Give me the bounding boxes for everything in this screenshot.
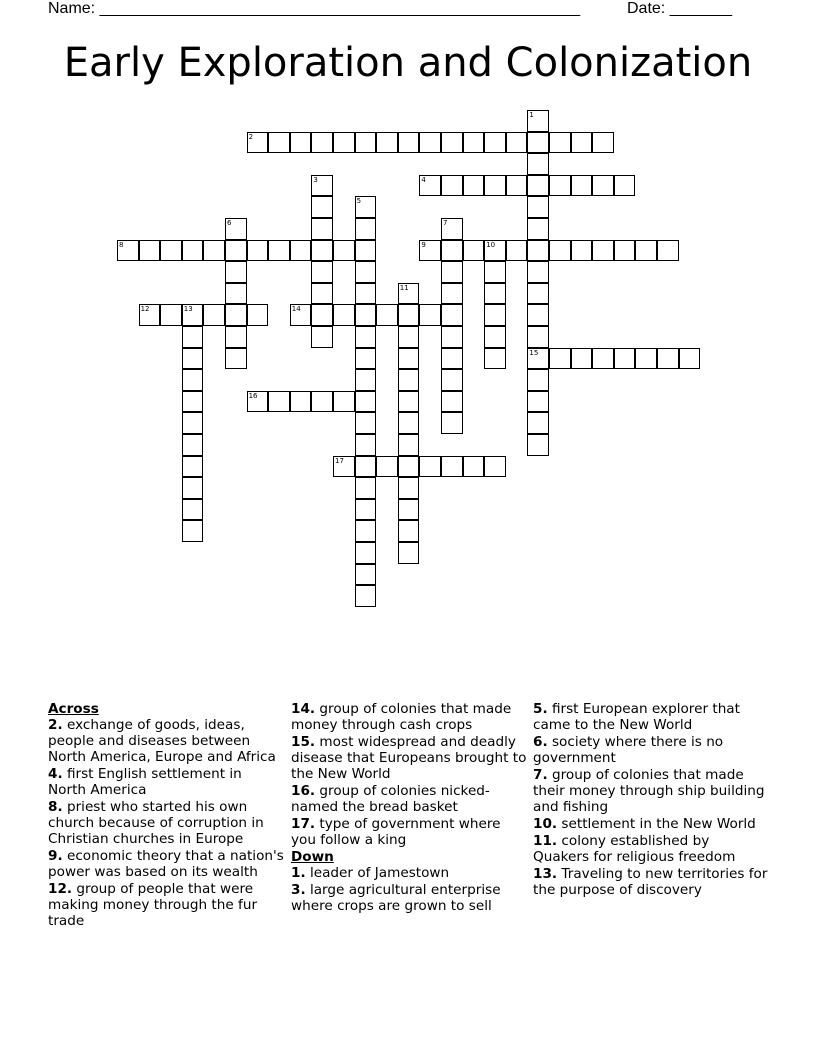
crossword-cell[interactable] xyxy=(182,240,204,262)
crossword-cell[interactable] xyxy=(679,348,701,370)
crossword-cell[interactable] xyxy=(571,348,593,370)
crossword-cell[interactable] xyxy=(355,348,377,370)
crossword-cell[interactable] xyxy=(484,283,506,305)
crossword-cell[interactable] xyxy=(657,348,679,370)
crossword-cell[interactable] xyxy=(419,132,441,154)
crossword-cell[interactable] xyxy=(592,240,614,262)
crossword-cell[interactable] xyxy=(419,304,441,326)
crossword-cell[interactable] xyxy=(635,240,657,262)
crossword-cell[interactable] xyxy=(527,218,549,240)
crossword-cell[interactable] xyxy=(333,456,355,478)
crossword-cell[interactable] xyxy=(182,391,204,413)
name-line: Name: ______________________________________________________ xyxy=(48,0,581,17)
clue-number: 16 xyxy=(248,391,258,400)
crossword-cell[interactable] xyxy=(203,304,225,326)
crossword-cell[interactable] xyxy=(290,132,312,154)
crossword-cell[interactable] xyxy=(311,196,333,218)
crossword-cell[interactable] xyxy=(333,132,355,154)
crossword-cell[interactable] xyxy=(419,456,441,478)
crossword-cell[interactable] xyxy=(311,132,333,154)
crossword-cell[interactable] xyxy=(614,240,636,262)
crossword-cell[interactable] xyxy=(398,520,420,542)
crossword-cell[interactable] xyxy=(139,304,161,326)
crossword-cell[interactable] xyxy=(398,326,420,348)
crossword-cell[interactable] xyxy=(463,456,485,478)
crossword-cell[interactable] xyxy=(398,434,420,456)
crossword-cell[interactable] xyxy=(247,240,269,262)
clue-across-4: 4. first English settlement in North America xyxy=(48,766,242,798)
crossword-cell[interactable] xyxy=(484,240,506,262)
clue-number: 3 xyxy=(313,175,318,184)
crossword-cell[interactable] xyxy=(592,348,614,370)
clue-across-15: 15. most widespread and deadly disease that Europeans brought to the New World xyxy=(291,734,527,782)
crossword-cell[interactable] xyxy=(182,412,204,434)
crossword-cell[interactable] xyxy=(571,175,593,197)
clues-column-1 xyxy=(48,701,284,930)
crossword-cell[interactable] xyxy=(441,261,463,283)
page-title: Early Exploration and Colonization xyxy=(63,40,753,86)
crossword-cell[interactable] xyxy=(247,391,269,413)
crossword-cell[interactable] xyxy=(182,348,204,370)
crossword-cell[interactable] xyxy=(355,326,377,348)
crossword-cell[interactable] xyxy=(355,218,377,240)
clues-column-2 xyxy=(291,701,527,915)
crossword-cell[interactable] xyxy=(355,564,377,586)
clue-down-5: 5. first European explorer that came to the New World xyxy=(533,701,740,733)
crossword-cell[interactable] xyxy=(657,240,679,262)
crossword-cell[interactable] xyxy=(484,132,506,154)
crossword-cell[interactable] xyxy=(247,304,269,326)
crossword-cell[interactable] xyxy=(441,240,463,262)
crossword-cell[interactable] xyxy=(441,348,463,370)
crossword-cell[interactable] xyxy=(311,175,333,197)
crossword-cell[interactable] xyxy=(527,304,549,326)
crossword-cell[interactable] xyxy=(398,132,420,154)
crossword-cell[interactable] xyxy=(311,304,333,326)
crossword-cell[interactable] xyxy=(355,196,377,218)
crossword-cell[interactable] xyxy=(441,218,463,240)
crossword-cell[interactable] xyxy=(441,456,463,478)
crossword-cell[interactable] xyxy=(527,434,549,456)
crossword-cell[interactable] xyxy=(355,585,377,607)
crossword-cell[interactable] xyxy=(311,218,333,240)
clue-number: 13 xyxy=(183,305,193,314)
crossword-cell[interactable] xyxy=(398,412,420,434)
clue-number: 1 xyxy=(529,111,534,119)
crossword-cell[interactable] xyxy=(571,240,593,262)
crossword-cell[interactable] xyxy=(182,304,204,326)
crossword-cell[interactable] xyxy=(527,261,549,283)
crossword-cell[interactable] xyxy=(441,412,463,434)
crossword-cell[interactable] xyxy=(398,477,420,499)
crossword-cell[interactable] xyxy=(355,542,377,564)
clue-across-9: 9. economic theory that a nation's power was based on its wealth xyxy=(48,848,284,880)
crossword-cell[interactable] xyxy=(376,456,398,478)
crossword-cell[interactable] xyxy=(311,391,333,413)
crossword-cell[interactable] xyxy=(398,391,420,413)
clue-down-3: 3. large agricultural enterprise where crops are grown to sell xyxy=(291,882,501,914)
crossword-cell[interactable] xyxy=(398,348,420,370)
crossword-cell[interactable] xyxy=(441,326,463,348)
clue-number: 8 xyxy=(119,240,124,249)
crossword-cell[interactable] xyxy=(527,153,549,175)
crossword-cell[interactable] xyxy=(527,240,549,262)
crossword-cell[interactable] xyxy=(268,240,290,262)
clue-number: 5 xyxy=(356,197,362,206)
clue-number: 6 xyxy=(227,219,232,227)
clue-number: 11 xyxy=(399,283,409,292)
crossword-cell[interactable] xyxy=(333,304,355,326)
crossword-cell[interactable] xyxy=(355,456,377,478)
crossword-cell[interactable] xyxy=(225,240,247,262)
crossword-cell[interactable] xyxy=(355,132,377,154)
crossword-cell[interactable] xyxy=(376,304,398,326)
crossword-cell[interactable] xyxy=(441,175,463,197)
crossword-cell[interactable] xyxy=(182,499,204,521)
crossword-cell[interactable] xyxy=(182,477,204,499)
clue-number: 2 xyxy=(248,132,254,141)
clue-across-14: 14. group of colonies that made money through cash crops xyxy=(291,701,512,733)
crossword-cell[interactable] xyxy=(419,175,441,197)
clue-across-16: 16. group of colonies nicked-named the bread basket xyxy=(291,783,490,815)
crossword-cell[interactable] xyxy=(398,283,420,305)
crossword-cell[interactable] xyxy=(527,175,549,197)
crossword-cell[interactable] xyxy=(527,110,549,132)
crossword-cell[interactable] xyxy=(225,348,247,370)
crossword-cell[interactable] xyxy=(355,499,377,521)
crossword-cell[interactable] xyxy=(182,456,204,478)
crossword-cell[interactable] xyxy=(571,132,593,154)
crossword-cell[interactable] xyxy=(484,326,506,348)
crossword-cell[interactable] xyxy=(484,261,506,283)
crossword-cell[interactable] xyxy=(635,348,657,370)
crossword-cell[interactable] xyxy=(398,456,420,478)
crossword-cell[interactable] xyxy=(355,477,377,499)
crossword-cell[interactable] xyxy=(355,434,377,456)
crossword-cell[interactable] xyxy=(549,132,571,154)
clue-number: 14 xyxy=(291,305,301,314)
crossword-cell[interactable] xyxy=(398,369,420,391)
crossword-cell[interactable] xyxy=(441,304,463,326)
crossword-cell[interactable] xyxy=(355,304,377,326)
crossword-cell[interactable] xyxy=(549,348,571,370)
crossword-cell[interactable] xyxy=(160,304,182,326)
crossword-cell[interactable] xyxy=(376,132,398,154)
crossword-cell[interactable] xyxy=(225,304,247,326)
crossword-cell[interactable] xyxy=(182,369,204,391)
crossword-cell[interactable] xyxy=(355,520,377,542)
clue-number: 9 xyxy=(421,240,426,249)
crossword-cell[interactable] xyxy=(441,369,463,391)
clue-number: 17 xyxy=(335,456,344,465)
crossword-cell[interactable] xyxy=(355,283,377,305)
crossword-cell[interactable] xyxy=(311,261,333,283)
crossword-cell[interactable] xyxy=(268,132,290,154)
crossword-cell[interactable] xyxy=(398,499,420,521)
clue-down-13: 13. Traveling to new territories for the purpose of discovery xyxy=(533,866,768,898)
crossword-cell[interactable] xyxy=(463,175,485,197)
crossword-cell[interactable] xyxy=(463,132,485,154)
clue-down-7: 7. group of colonies that made their money through ship building and fishing xyxy=(533,767,765,815)
crossword-cell[interactable] xyxy=(527,326,549,348)
crossword-cell[interactable] xyxy=(484,456,506,478)
crossword-cell[interactable] xyxy=(441,283,463,305)
crossword-cell[interactable] xyxy=(311,326,333,348)
clue-number: 15 xyxy=(529,348,539,357)
crossword-cell[interactable] xyxy=(527,196,549,218)
crossword-cell[interactable] xyxy=(160,240,182,262)
crossword-cell[interactable] xyxy=(355,412,377,434)
crossword-cell[interactable] xyxy=(182,434,204,456)
down-heading: Down xyxy=(291,849,334,865)
crossword-cell[interactable] xyxy=(484,175,506,197)
crossword-cell[interactable] xyxy=(355,391,377,413)
crossword-cell[interactable] xyxy=(333,391,355,413)
crossword-cell[interactable] xyxy=(398,304,420,326)
crossword-cell[interactable] xyxy=(506,175,528,197)
crossword-cell[interactable] xyxy=(549,175,571,197)
crossword-cell[interactable] xyxy=(398,542,420,564)
crossword-cell[interactable] xyxy=(225,326,247,348)
crossword-cell[interactable] xyxy=(484,304,506,326)
across-heading: Across xyxy=(48,701,99,717)
crossword-cell[interactable] xyxy=(506,132,528,154)
crossword-cell[interactable] xyxy=(549,240,571,262)
crossword-cell[interactable] xyxy=(527,132,549,154)
crossword-cell[interactable] xyxy=(419,240,441,262)
crossword-cell[interactable] xyxy=(527,391,549,413)
crossword-cell[interactable] xyxy=(355,261,377,283)
crossword-cell[interactable] xyxy=(355,240,377,262)
crossword-cell[interactable] xyxy=(527,369,549,391)
clue-across-12: 12. group of people that were making money through the fur trade xyxy=(48,881,258,929)
crossword-cell[interactable] xyxy=(225,261,247,283)
clue-number: 12 xyxy=(140,305,150,314)
crossword-cell[interactable] xyxy=(614,175,636,197)
crossword-cell[interactable] xyxy=(139,240,161,262)
clue-down-10: 10. settlement in the New World xyxy=(533,816,756,832)
clue-down-11: 11. colony established by Quakers for religious freedom xyxy=(533,833,736,865)
crossword-cell[interactable] xyxy=(225,283,247,305)
crossword-cell[interactable] xyxy=(203,240,225,262)
crossword-cell[interactable] xyxy=(527,412,549,434)
crossword-cell[interactable] xyxy=(290,304,312,326)
crossword-cell[interactable] xyxy=(355,369,377,391)
crossword-cell[interactable] xyxy=(506,240,528,262)
crossword-cell[interactable] xyxy=(614,348,636,370)
crossword-cell[interactable] xyxy=(527,283,549,305)
date-line: Date: _______ xyxy=(627,0,732,17)
crossword-cell[interactable] xyxy=(311,283,333,305)
crossword-cell[interactable] xyxy=(463,240,485,262)
crossword-cell[interactable] xyxy=(333,240,355,262)
crossword-cell[interactable] xyxy=(441,391,463,413)
crossword-cell[interactable] xyxy=(268,391,290,413)
crossword-cell[interactable] xyxy=(182,326,204,348)
clue-number: 4 xyxy=(421,175,426,184)
crossword-cell[interactable] xyxy=(182,520,204,542)
clue-down-1: 1. leader of Jamestown xyxy=(291,865,450,881)
crossword-cell[interactable] xyxy=(290,240,312,262)
crossword-cell[interactable] xyxy=(592,175,614,197)
crossword-cell[interactable] xyxy=(117,240,139,262)
crossword-cell[interactable] xyxy=(225,218,247,240)
crossword-cell[interactable] xyxy=(527,348,549,370)
crossword-cell[interactable] xyxy=(592,132,614,154)
crossword-cell[interactable] xyxy=(311,240,333,262)
crossword-cell[interactable] xyxy=(247,132,269,154)
crossword-cell[interactable] xyxy=(441,132,463,154)
clue-number: 7 xyxy=(443,219,448,227)
crossword-cell[interactable] xyxy=(484,348,506,370)
clue-across-2: 2. exchange of goods, ideas, people and diseases between North America, Europe and Africa xyxy=(48,717,276,765)
clue-down-6: 6. society where there is no government xyxy=(533,734,724,766)
clue-number: 10 xyxy=(486,240,496,249)
clue-across-8: 8. priest who started his own church because of corruption in Christian churches in Europe xyxy=(48,799,264,847)
clues-column-3 xyxy=(533,701,769,899)
crossword-cell[interactable] xyxy=(290,391,312,413)
clue-across-17: 17. type of government where you follow a king xyxy=(291,816,501,848)
